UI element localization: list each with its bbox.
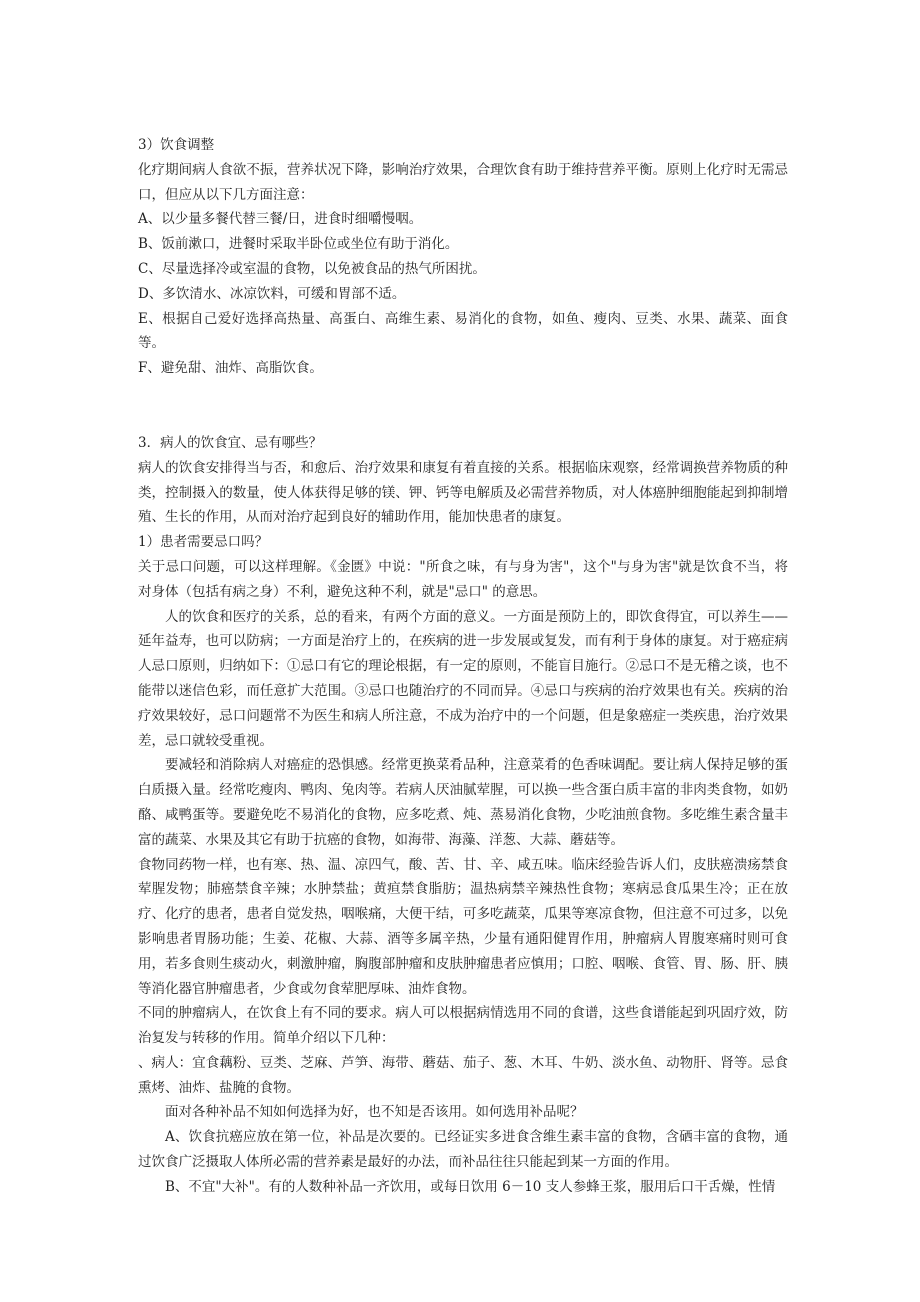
diet-item-c: C、尽量选择冷或室温的食物，以免被食品的热气所困扰。	[138, 260, 486, 277]
document-page	[138, 133, 788, 1200]
paragraph-food-as-medicine: 食物同药物一样，也有寒、热、温、凉四气，酸、苦、甘、辛、咸五味。临床经验告诉人们，皮肤癌溃疡禁食荤腥发物；肺癌禁食辛辣；水肿禁盐；黄疸禁食脂肪；温热病禁辛辣热性食物；寒病忌食瓜果生冷；正在放疗、化疗的患者，患者自觉发热，咽喉痛，大便干结，可多吃蔬菜，瓜果等寒凉食物，但注意不可过多，以免影响患者胃肠功能；生姜、花椒、大蒜、酒等多属辛热，少量有通阳健胃作用，肿瘤病人胃腹寒痛时则可食用，若多食则生痰动火，刺激肿瘤，胸腹部肿瘤和皮肤肿瘤患者应慎用；口腔、咽喉、食管、胃、肠、肝、胰等消化器官肿瘤患者，少食或勿食荤肥厚味、油炸食物。	[138, 856, 788, 997]
sub-heading-avoid: 1）患者需要忌口吗？	[138, 534, 269, 551]
paragraph-reduce-fear: 要减轻和消除病人对癌症的恐惧感。经常更换菜肴品种，注意菜肴的色香味调配。要让病人保持足够的蛋白质摄入量。经常吃瘦肉、鸭肉、兔肉等。若病人厌油腻荤腥，可以换一些含蛋白质丰富的非肉类食物，如奶酪、咸鸭蛋等。要避免吃不易消化的食物，应多吃煮、炖、蒸易消化食物，少吃油煎食物。多吃维生素含量丰富的蔬菜、水果及其它有助于抗癌的食物，如海带、海藻、洋葱、大蒜、蘑菇等。	[138, 757, 788, 848]
section-heading-diet: 3）饮食调整	[138, 137, 215, 153]
section-spacer	[138, 381, 788, 431]
diet-item-a: A、以少量多餐代替三餐/日，进食时细嚼慢咽。	[138, 211, 423, 228]
diet-item-e: E、根据自己爱好选择高热量、高蛋白、高维生素、易消化的食物，如鱼、瘦肉、豆类、水果、蔬菜、面食等。	[138, 310, 788, 352]
paragraph-diet-medicine: 人的饮食和医疗的关系，总的看来，有两个方面的意义。一方面是预防上的，即饮食得宜，可以养生——延年益寿，也可以防病；一方面是治疗上的，在疾病的进一步发展或复发，而有利于身体的康复。对于癌症病人忌口原则，归纳如下：①忌口有它的理论根据，有一定的原则，不能盲目施行。②忌口不是无稽之谈，也不能带以迷信色彩，而任意扩大范围。③忌口也随治疗的不同而异。④忌口与疾病的治疗效果也有关。疾病的治疗效果较好，忌口问题常不为医生和病人所注意，不成为治疗中的一个问题，但是象癌症一类疾患，治疗效果差，忌口就较受重视。	[138, 608, 788, 749]
paragraph-supplements-question: 面对各种补品不知如何选择为好，也不知是否该用。如何选用补品呢？	[165, 1104, 584, 1121]
diet-intro: 化疗期间病人食欲不振，营养状况下降，影响治疗效果，合理饮食有助于维持营养平衡。原则上化疗时无需忌口，但应从以下几方面注意：	[138, 161, 788, 203]
diet-item-b: B、饭前漱口，进餐时采取半卧位或坐位有助于消化。	[138, 236, 459, 253]
paragraph-patient-foods: 、病人：宜食藕粉、豆类、芝麻、芦笋、海带、蘑菇、茄子、葱、木耳、牛奶、淡水鱼、动物肝、肾等。忌食熏烤、油炸、盐腌的食物。	[138, 1054, 788, 1096]
paragraph-jinkui: 关于忌口问题，可以这样理解。《金匮》中说："所食之味，有与身为害"，这个"与身为害"就是饮食不当，将对身体（包括有病之身）不利，避免这种不利，就是"忌口" 的意思。	[138, 558, 788, 600]
paragraph-supplement-a: A、饮食抗癌应放在第一位，补品是次要的。已经证实多进食含维生素丰富的食物，含硒丰富的食物，通过饮食广泛摄取人体所必需的营养素是最好的办法，而补品往往只能起到某一方面的作用。	[138, 1129, 788, 1171]
diet-item-f: F、避免甜、油炸、高脂饮食。	[138, 360, 323, 377]
dos-intro: 病人的饮食安排得当与否，和愈后、治疗效果和康复有着直接的关系。根据临床观察，经常调换营养物质的种类，控制摄入的数量，使人体获得足够的镁、钾、钙等电解质及必需营养物质，对人体癌肿细胞能起到抑制增殖、生长的作用，从而对治疗起到良好的辅助作用，能加快患者的康复。	[138, 459, 788, 526]
diet-item-d: D、多饮清水、冰凉饮料，可缓和胃部不适。	[138, 285, 406, 302]
paragraph-supplement-b: B、不宜"大补"。有的人数种补品一齐饮用，或每日饮用 6－10 支人参蜂王浆，服用后口干舌燥，性情	[165, 1178, 776, 1195]
section-heading-dos: 3．病人的饮食宜、忌有哪些？	[138, 434, 323, 451]
paragraph-different-patients: 不同的肿瘤病人，在饮食上有不同的要求。病人可以根据病情选用不同的食谱，这些食谱能起到巩固疗效，防治复发与转移的作用。简单介绍以下几种：	[138, 1005, 788, 1047]
